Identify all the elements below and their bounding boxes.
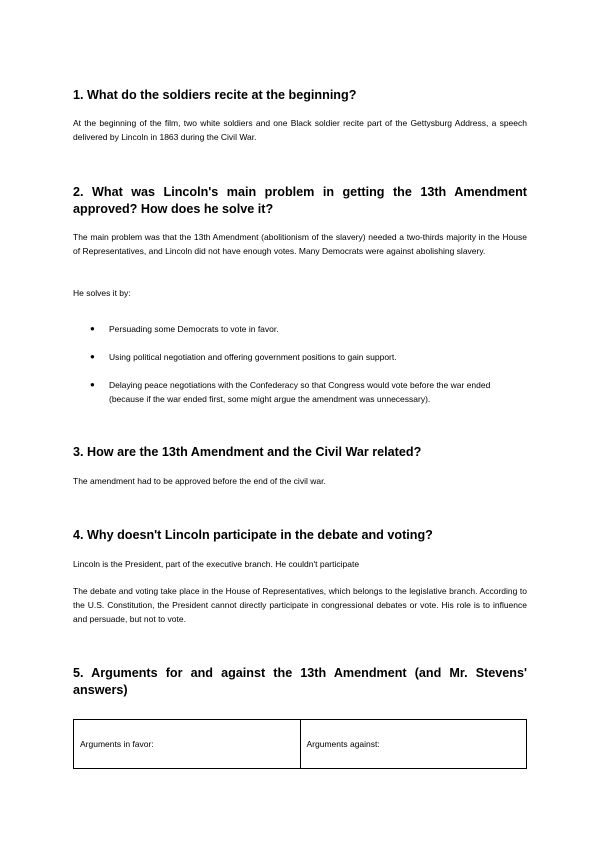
list-item bbox=[90, 350, 527, 364]
arguments-in-favor-cell: Arguments in favor: bbox=[74, 720, 301, 769]
question-1-heading: 1. What do the soldiers recite at the beginning? bbox=[73, 88, 357, 102]
list-item-text: Persuading some Democrats to vote in favor. bbox=[109, 324, 279, 334]
list-item bbox=[90, 378, 527, 406]
answer-3-paragraph: The amendment had to be approved before the end of the civil war. bbox=[73, 476, 326, 486]
question-3-heading: 3. How are the 13th Amendment and the Civil War related? bbox=[73, 445, 422, 459]
list-item bbox=[90, 322, 527, 336]
bullet-icon: ● bbox=[90, 352, 95, 361]
arguments-against-cell: Arguments against: bbox=[300, 720, 527, 769]
answer-4-paragraph: Lincoln is the President, part of the executive branch. He couldn't participate bbox=[73, 559, 360, 569]
list-item-text: Delaying peace negotiations with the Confederacy so that Congress would vote before the war ended (because if the war ended first, some might argue the amendment was unnecessary). bbox=[109, 380, 491, 404]
table-row bbox=[74, 720, 527, 769]
bullet-icon: ● bbox=[90, 380, 95, 389]
answer-2-paragraph: The main problem was that the 13th Amendment (abolitionism of the slavery) needed a two-thirds majority in the House of Representatives, and Lincoln did not have enough votes. Many Democrats were against abolishing slavery. bbox=[73, 232, 527, 256]
question-5-heading: 5. Arguments for and against the 13th Amendment (and Mr. Stevens' answers) bbox=[73, 666, 527, 697]
answer-1-paragraph: At the beginning of the film, two white soldiers and one Black soldier recite part of the Gettysburg Address, a speech delivered by Lincoln in 1863 during the Civil War. bbox=[73, 118, 527, 142]
answer-2-solves-intro: He solves it by: bbox=[73, 288, 131, 298]
question-2-heading: 2. What was Lincoln's main problem in getting the 13th Amendment approved? How does he solve it? bbox=[73, 185, 527, 216]
bullet-icon: ● bbox=[90, 324, 95, 333]
arguments-table bbox=[73, 719, 527, 769]
list-item-text: Using political negotiation and offering government positions to gain support. bbox=[109, 352, 397, 362]
answer-4-paragraph-2: The debate and voting take place in the House of Representatives, which belongs to the legislative branch. According to the U.S. Constitution, the President cannot directly participate in congressional debates or vote. His role is to influence and persuade, but not to vote. bbox=[73, 586, 527, 624]
question-4-heading: 4. Why doesn't Lincoln participate in the debate and voting? bbox=[73, 528, 433, 542]
